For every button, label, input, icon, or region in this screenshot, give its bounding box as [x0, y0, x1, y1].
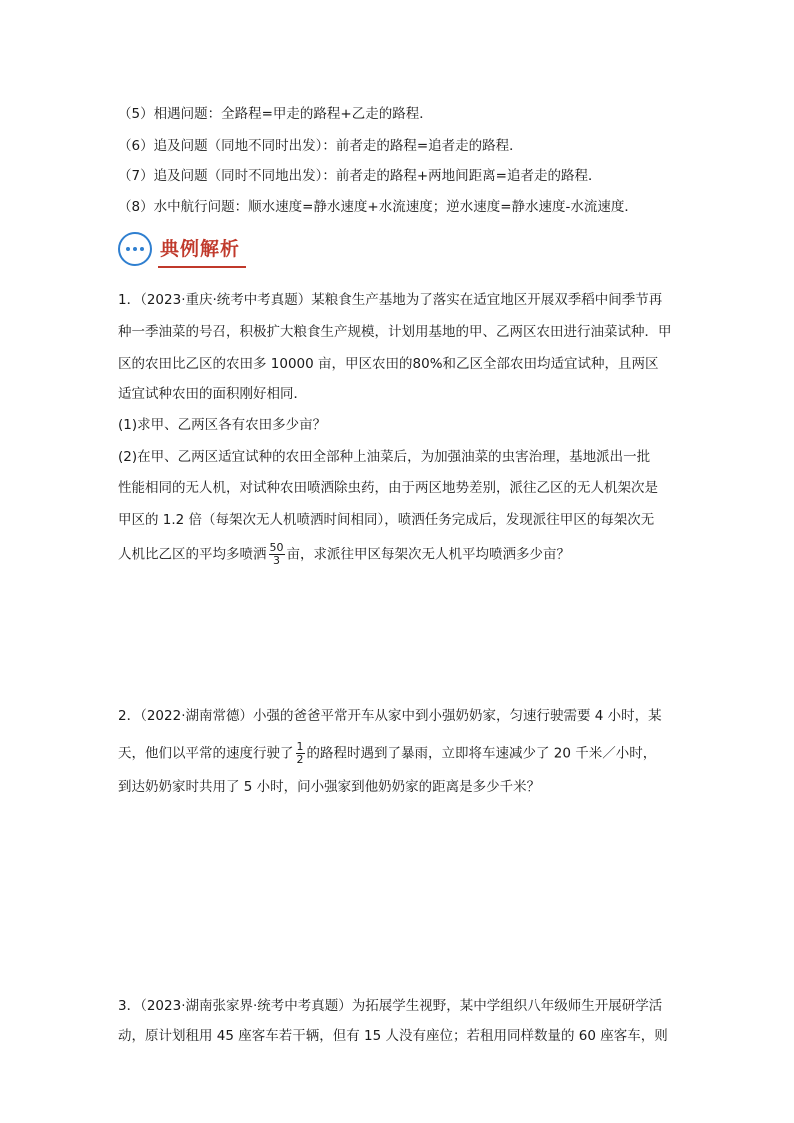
q1-line-2: 种一季油菜的号召，积极扩大粮食生产规模，计划用基地的甲、乙两区农田进行油菜试种．甲 — [118, 324, 672, 340]
q1-line-1: 1．（2023·重庆·统考中考真题）某粮食生产基地为了落实在适宜地区开展双季稻中间季节再 — [118, 292, 663, 308]
formula-8: （8）水中航行问题：顺水速度=静水速度+水流速度；逆水速度=静水速度-水流速度． — [118, 199, 638, 215]
formula-7: （7）追及问题（同时不同地出发）：前者走的路程+两地间距离=追者走的路程． — [118, 168, 602, 184]
q3-line-1: 3．（2023·湖南张家界·统考中考真题）为拓展学生视野，某中学组织八年级师生开展研学活 — [118, 998, 663, 1014]
q1-line-6: (2)在甲、乙两区适宜试种的农田全部种上油菜后，为加强油菜的虫害治理，基地派出一批 — [118, 449, 651, 465]
fraction-numerator: 50 — [269, 541, 284, 554]
q2-line-1: 2．（2022·湖南常德）小强的爸爸平常开车从家中到小强奶奶家，匀速行驶需要 4 小时，某 — [118, 708, 662, 724]
q2-line-2 — [118, 741, 656, 766]
formula-5: （5）相遇问题：全路程=甲走的路程+乙走的路程． — [118, 106, 433, 122]
q1-line-8: 甲区的 1.2 倍（每架次无人机喷洒时间相同），喷洒任务完成后，发现派往甲区的每架次无 — [118, 512, 655, 528]
fraction-numerator: 1 — [296, 740, 304, 753]
q2-line-2-end: 的路程时遇到了暴雨，立即将车速减少了 20 千米／小时， — [306, 745, 657, 762]
fraction-denominator: 3 — [273, 554, 280, 567]
q1-line-7: 性能相同的无人机，对试种农田喷洒除虫药，由于两区地势差别，派往乙区的无人机架次是 — [118, 480, 658, 496]
fraction — [296, 741, 305, 766]
q1-line-9-end: 亩，求派往甲区每架次无人机平均喷洒多少亩？ — [286, 546, 570, 563]
q2-line-2-start: 天，他们以平常的速度行驶了 — [118, 745, 294, 762]
fraction — [269, 542, 285, 567]
section-title: 典例解析 — [160, 234, 240, 264]
q1-line-9 — [118, 542, 570, 567]
q2-line-3: 到达奶奶家时共用了 5 小时，问小强家到他奶奶家的距离是多少千米？ — [118, 779, 541, 795]
q1-line-9-start: 人机比乙区的平均多喷洒 — [118, 546, 267, 563]
fraction-denominator: 2 — [296, 753, 304, 766]
q1-line-4: 适宜试种农田的面积刚好相同． — [118, 386, 307, 402]
formula-6: （6）追及问题（同地不同时出发）：前者走的路程=追者走的路程． — [118, 138, 523, 154]
more-dots-icon — [118, 232, 152, 266]
q3-line-2: 动，原计划租用 45 座客车若干辆，但有 15 人没有座位；若租用同样数量的 60 座客车，则 — [118, 1028, 668, 1044]
section-header — [118, 232, 240, 266]
q1-line-3: 区的农田比乙区的农田多 10000 亩，甲区农田的80%和乙区全部农田均适宜试种，且两区 — [118, 356, 659, 372]
q1-line-5: (1)求甲、乙两区各有农田多少亩？ — [118, 417, 327, 433]
